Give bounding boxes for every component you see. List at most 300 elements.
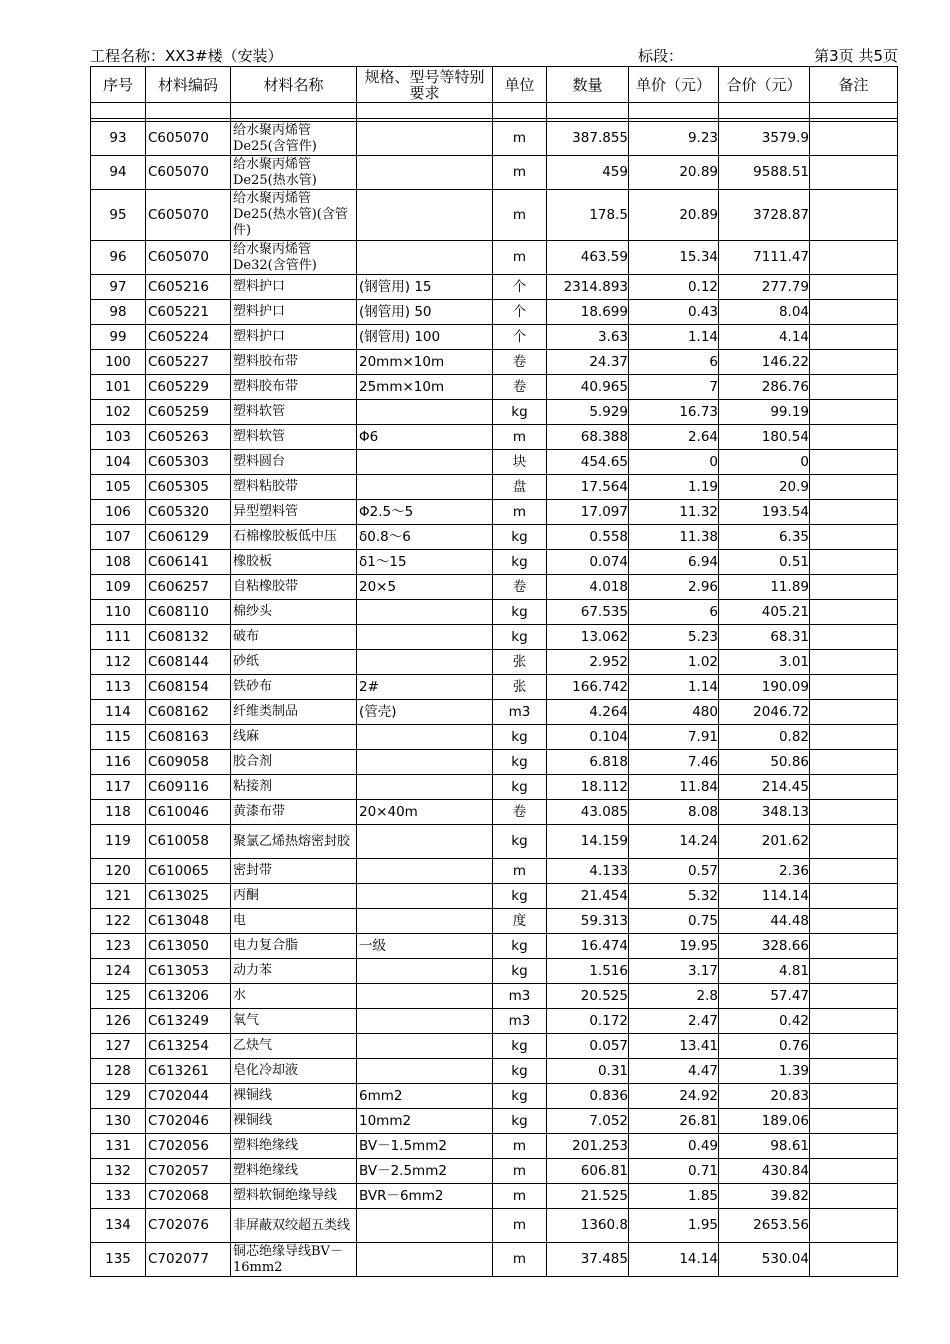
material-spec: (钢管用) 15 bbox=[357, 275, 493, 300]
material-code: C608110 bbox=[146, 600, 231, 625]
row-number: 107 bbox=[91, 525, 146, 550]
material-unit: m bbox=[493, 190, 547, 241]
material-spec bbox=[357, 1009, 493, 1034]
table-row bbox=[91, 375, 898, 400]
unit-price: 26.81 bbox=[629, 1109, 719, 1134]
total-price: 57.47 bbox=[719, 984, 810, 1009]
material-spec bbox=[357, 650, 493, 675]
total-price: 190.09 bbox=[719, 675, 810, 700]
material-unit: 个 bbox=[493, 275, 547, 300]
material-name: 塑料软铜绝缘导线 bbox=[231, 1184, 357, 1209]
total-price: 0.51 bbox=[719, 550, 810, 575]
material-code: C613053 bbox=[146, 959, 231, 984]
unit-price: 19.95 bbox=[629, 934, 719, 959]
table-row bbox=[91, 1134, 898, 1159]
row-number: 98 bbox=[91, 300, 146, 325]
material-name: 塑料护口 bbox=[231, 275, 357, 300]
material-code: C605229 bbox=[146, 375, 231, 400]
total-price: 3.01 bbox=[719, 650, 810, 675]
unit-price: 9.23 bbox=[629, 122, 719, 156]
material-unit: m bbox=[493, 1243, 547, 1277]
material-spec bbox=[357, 475, 493, 500]
material-name: 乙炔气 bbox=[231, 1034, 357, 1059]
project-name: 工程名称：XX3#楼（安装） bbox=[90, 47, 283, 65]
table-row bbox=[91, 934, 898, 959]
material-code: C702044 bbox=[146, 1084, 231, 1109]
row-number: 119 bbox=[91, 825, 146, 859]
material-name: 胶合剂 bbox=[231, 750, 357, 775]
material-spec bbox=[357, 122, 493, 156]
material-spec bbox=[357, 1243, 493, 1277]
material-code: C613048 bbox=[146, 909, 231, 934]
row-number: 123 bbox=[91, 934, 146, 959]
material-name: 聚氯乙烯热熔密封胶 bbox=[231, 825, 357, 859]
total-price: 348.13 bbox=[719, 800, 810, 825]
material-code: C702068 bbox=[146, 1184, 231, 1209]
material-code: C613249 bbox=[146, 1009, 231, 1034]
row-number: 106 bbox=[91, 500, 146, 525]
remark bbox=[810, 859, 898, 884]
material-spec bbox=[357, 1059, 493, 1084]
table-row bbox=[91, 500, 898, 525]
row-number: 126 bbox=[91, 1009, 146, 1034]
material-name: 塑料护口 bbox=[231, 300, 357, 325]
material-unit: 卷 bbox=[493, 575, 547, 600]
unit-price: 2.96 bbox=[629, 575, 719, 600]
material-name: 破布 bbox=[231, 625, 357, 650]
total-price: 98.61 bbox=[719, 1134, 810, 1159]
material-code: C606257 bbox=[146, 575, 231, 600]
material-spec bbox=[357, 241, 493, 275]
material-code: C613206 bbox=[146, 984, 231, 1009]
material-code: C702056 bbox=[146, 1134, 231, 1159]
row-number: 120 bbox=[91, 859, 146, 884]
remark bbox=[810, 500, 898, 525]
quantity: 40.965 bbox=[547, 375, 629, 400]
material-spec bbox=[357, 984, 493, 1009]
material-name: 线麻 bbox=[231, 725, 357, 750]
unit-price: 6 bbox=[629, 350, 719, 375]
material-unit: m bbox=[493, 1184, 547, 1209]
material-unit: 盘 bbox=[493, 475, 547, 500]
material-unit: kg bbox=[493, 725, 547, 750]
material-name: 铁砂布 bbox=[231, 675, 357, 700]
table-row bbox=[91, 241, 898, 275]
unit-price: 0.43 bbox=[629, 300, 719, 325]
total-price: 50.86 bbox=[719, 750, 810, 775]
col-header-name: 材料名称 bbox=[231, 67, 357, 103]
remark bbox=[810, 675, 898, 700]
col-header-unit: 单位 bbox=[493, 67, 547, 103]
remark bbox=[810, 241, 898, 275]
material-spec bbox=[357, 400, 493, 425]
row-number: 108 bbox=[91, 550, 146, 575]
material-name: 给水聚丙烯管De25(热水管) bbox=[231, 156, 357, 190]
material-unit: m bbox=[493, 500, 547, 525]
quantity: 606.81 bbox=[547, 1159, 629, 1184]
material-spec: 2# bbox=[357, 675, 493, 700]
unit-price: 480 bbox=[629, 700, 719, 725]
col-header-price: 单价（元） bbox=[629, 67, 719, 103]
remark bbox=[810, 575, 898, 600]
row-number: 101 bbox=[91, 375, 146, 400]
table-row bbox=[91, 600, 898, 625]
total-price: 39.82 bbox=[719, 1184, 810, 1209]
row-number: 110 bbox=[91, 600, 146, 625]
table-body bbox=[91, 103, 898, 1277]
material-spec bbox=[357, 156, 493, 190]
table-row bbox=[91, 1243, 898, 1277]
row-number: 102 bbox=[91, 400, 146, 425]
remark bbox=[810, 1084, 898, 1109]
quantity: 18.112 bbox=[547, 775, 629, 800]
material-code: C608132 bbox=[146, 625, 231, 650]
material-spec bbox=[357, 1209, 493, 1243]
material-unit: m bbox=[493, 1209, 547, 1243]
material-unit: kg bbox=[493, 1084, 547, 1109]
material-name: 塑料软管 bbox=[231, 425, 357, 450]
material-name: 给水聚丙烯管De25(热水管)(含管件) bbox=[231, 190, 357, 241]
table-row bbox=[91, 325, 898, 350]
remark bbox=[810, 550, 898, 575]
quantity: 0.836 bbox=[547, 1084, 629, 1109]
remark bbox=[810, 450, 898, 475]
material-unit: kg bbox=[493, 525, 547, 550]
total-price: 1.39 bbox=[719, 1059, 810, 1084]
total-price: 193.54 bbox=[719, 500, 810, 525]
table-row bbox=[91, 122, 898, 156]
material-unit: 卷 bbox=[493, 375, 547, 400]
material-unit: kg bbox=[493, 825, 547, 859]
table-row bbox=[91, 800, 898, 825]
material-code: C605070 bbox=[146, 241, 231, 275]
table-row bbox=[91, 700, 898, 725]
material-spec bbox=[357, 825, 493, 859]
quantity: 21.525 bbox=[547, 1184, 629, 1209]
remark bbox=[810, 884, 898, 909]
material-spec: δ1～15 bbox=[357, 550, 493, 575]
material-spec: 25mm×10m bbox=[357, 375, 493, 400]
table-row bbox=[91, 575, 898, 600]
material-spec bbox=[357, 450, 493, 475]
material-name: 丙酮 bbox=[231, 884, 357, 909]
material-name: 电力复合脂 bbox=[231, 934, 357, 959]
material-spec: BV－1.5mm2 bbox=[357, 1134, 493, 1159]
remark bbox=[810, 1159, 898, 1184]
material-name: 黄漆布带 bbox=[231, 800, 357, 825]
unit-price: 0.49 bbox=[629, 1134, 719, 1159]
unit-price: 5.32 bbox=[629, 884, 719, 909]
row-number: 122 bbox=[91, 909, 146, 934]
table-row bbox=[91, 275, 898, 300]
material-code: C702076 bbox=[146, 1209, 231, 1243]
material-name: 塑料胶布带 bbox=[231, 375, 357, 400]
unit-price: 16.73 bbox=[629, 400, 719, 425]
remark bbox=[810, 775, 898, 800]
quantity: 0.057 bbox=[547, 1034, 629, 1059]
remark bbox=[810, 475, 898, 500]
table-row bbox=[91, 725, 898, 750]
col-header-no: 序号 bbox=[91, 67, 146, 103]
remark bbox=[810, 156, 898, 190]
table-row bbox=[91, 1184, 898, 1209]
row-number: 115 bbox=[91, 725, 146, 750]
material-code: C605216 bbox=[146, 275, 231, 300]
table-row bbox=[91, 675, 898, 700]
remark bbox=[810, 650, 898, 675]
material-code: C608162 bbox=[146, 700, 231, 725]
total-price: 7111.47 bbox=[719, 241, 810, 275]
remark bbox=[810, 1184, 898, 1209]
table-row bbox=[91, 525, 898, 550]
quantity: 18.699 bbox=[547, 300, 629, 325]
material-code: C608144 bbox=[146, 650, 231, 675]
row-number: 103 bbox=[91, 425, 146, 450]
row-number: 95 bbox=[91, 190, 146, 241]
material-name: 砂纸 bbox=[231, 650, 357, 675]
unit-price: 6.94 bbox=[629, 550, 719, 575]
remark bbox=[810, 959, 898, 984]
unit-price: 2.47 bbox=[629, 1009, 719, 1034]
material-code: C605305 bbox=[146, 475, 231, 500]
remark bbox=[810, 1009, 898, 1034]
material-spec bbox=[357, 884, 493, 909]
col-header-spec: 规格、型号等特别要求 bbox=[357, 67, 493, 103]
quantity: 3.63 bbox=[547, 325, 629, 350]
table-row bbox=[91, 625, 898, 650]
material-name: 非屏蔽双绞超五类线 bbox=[231, 1209, 357, 1243]
material-unit: kg bbox=[493, 1034, 547, 1059]
quantity: 166.742 bbox=[547, 675, 629, 700]
material-name: 裸铜线 bbox=[231, 1109, 357, 1134]
material-name: 橡胶板 bbox=[231, 550, 357, 575]
remark bbox=[810, 275, 898, 300]
remark bbox=[810, 1243, 898, 1277]
total-price: 68.31 bbox=[719, 625, 810, 650]
total-price: 2653.56 bbox=[719, 1209, 810, 1243]
table-row bbox=[91, 984, 898, 1009]
table-row bbox=[91, 1009, 898, 1034]
total-price: 0.76 bbox=[719, 1034, 810, 1059]
unit-price: 15.34 bbox=[629, 241, 719, 275]
unit-price: 0.75 bbox=[629, 909, 719, 934]
unit-price: 0.57 bbox=[629, 859, 719, 884]
material-code: C605070 bbox=[146, 122, 231, 156]
material-code: C606129 bbox=[146, 525, 231, 550]
remark bbox=[810, 725, 898, 750]
table-row bbox=[91, 1059, 898, 1084]
col-header-qty: 数量 bbox=[547, 67, 629, 103]
material-unit: m3 bbox=[493, 1009, 547, 1034]
total-price: 530.04 bbox=[719, 1243, 810, 1277]
quantity: 67.535 bbox=[547, 600, 629, 625]
unit-price: 6 bbox=[629, 600, 719, 625]
total-price: 20.9 bbox=[719, 475, 810, 500]
quantity: 0.104 bbox=[547, 725, 629, 750]
total-price: 0.42 bbox=[719, 1009, 810, 1034]
row-number: 111 bbox=[91, 625, 146, 650]
material-name: 塑料软管 bbox=[231, 400, 357, 425]
remark bbox=[810, 934, 898, 959]
material-spec: 10mm2 bbox=[357, 1109, 493, 1134]
unit-price: 2.64 bbox=[629, 425, 719, 450]
col-header-total: 合价（元） bbox=[719, 67, 810, 103]
total-price: 180.54 bbox=[719, 425, 810, 450]
material-unit: m bbox=[493, 859, 547, 884]
remark bbox=[810, 909, 898, 934]
material-unit: kg bbox=[493, 934, 547, 959]
material-code: C605224 bbox=[146, 325, 231, 350]
material-spec: δ0.8～6 bbox=[357, 525, 493, 550]
quantity: 459 bbox=[547, 156, 629, 190]
quantity: 2.952 bbox=[547, 650, 629, 675]
unit-price: 1.85 bbox=[629, 1184, 719, 1209]
material-unit: m bbox=[493, 156, 547, 190]
material-spec bbox=[357, 859, 493, 884]
table-row bbox=[91, 425, 898, 450]
material-unit: 卷 bbox=[493, 800, 547, 825]
unit-price: 14.24 bbox=[629, 825, 719, 859]
remark bbox=[810, 1209, 898, 1243]
col-header-code: 材料编码 bbox=[146, 67, 231, 103]
row-number: 105 bbox=[91, 475, 146, 500]
material-name: 给水聚丙烯管De32(含管件) bbox=[231, 241, 357, 275]
quantity: 5.929 bbox=[547, 400, 629, 425]
row-number: 130 bbox=[91, 1109, 146, 1134]
quantity: 0.074 bbox=[547, 550, 629, 575]
material-name: 纤维类制品 bbox=[231, 700, 357, 725]
quantity: 4.264 bbox=[547, 700, 629, 725]
quantity: 178.5 bbox=[547, 190, 629, 241]
material-name: 皂化冷却液 bbox=[231, 1059, 357, 1084]
material-unit: m bbox=[493, 425, 547, 450]
table-row bbox=[91, 959, 898, 984]
unit-price: 11.38 bbox=[629, 525, 719, 550]
row-number: 118 bbox=[91, 800, 146, 825]
remark bbox=[810, 350, 898, 375]
material-name: 氧气 bbox=[231, 1009, 357, 1034]
material-code: C610058 bbox=[146, 825, 231, 859]
remark bbox=[810, 400, 898, 425]
material-name: 密封带 bbox=[231, 859, 357, 884]
material-code: C609116 bbox=[146, 775, 231, 800]
material-spec: 20×5 bbox=[357, 575, 493, 600]
quantity: 454.65 bbox=[547, 450, 629, 475]
total-price: 286.76 bbox=[719, 375, 810, 400]
unit-price: 24.92 bbox=[629, 1084, 719, 1109]
remark bbox=[810, 1109, 898, 1134]
material-spec: BVR－6mm2 bbox=[357, 1184, 493, 1209]
table-row bbox=[91, 775, 898, 800]
total-price: 189.06 bbox=[719, 1109, 810, 1134]
quantity: 68.388 bbox=[547, 425, 629, 450]
total-price: 146.22 bbox=[719, 350, 810, 375]
remark bbox=[810, 300, 898, 325]
total-price: 4.14 bbox=[719, 325, 810, 350]
total-price: 405.21 bbox=[719, 600, 810, 625]
row-number: 124 bbox=[91, 959, 146, 984]
material-spec bbox=[357, 600, 493, 625]
row-number: 97 bbox=[91, 275, 146, 300]
remark bbox=[810, 984, 898, 1009]
quantity: 13.062 bbox=[547, 625, 629, 650]
table-row bbox=[91, 190, 898, 241]
material-unit: kg bbox=[493, 400, 547, 425]
total-price: 328.66 bbox=[719, 934, 810, 959]
total-price: 44.48 bbox=[719, 909, 810, 934]
material-code: C605070 bbox=[146, 190, 231, 241]
table-row bbox=[91, 1034, 898, 1059]
total-price: 99.19 bbox=[719, 400, 810, 425]
unit-price: 20.89 bbox=[629, 156, 719, 190]
material-unit: 度 bbox=[493, 909, 547, 934]
unit-price: 20.89 bbox=[629, 190, 719, 241]
quantity: 16.474 bbox=[547, 934, 629, 959]
remark bbox=[810, 700, 898, 725]
material-unit: kg bbox=[493, 775, 547, 800]
quantity: 1.516 bbox=[547, 959, 629, 984]
material-code: C613254 bbox=[146, 1034, 231, 1059]
row-number: 94 bbox=[91, 156, 146, 190]
page-number: 第3页 共5页 bbox=[814, 47, 898, 65]
materials-table bbox=[90, 66, 898, 1277]
material-name: 塑料护口 bbox=[231, 325, 357, 350]
material-code: C609058 bbox=[146, 750, 231, 775]
remark bbox=[810, 190, 898, 241]
material-name: 给水聚丙烯管De25(含管件) bbox=[231, 122, 357, 156]
row-number: 121 bbox=[91, 884, 146, 909]
row-number: 129 bbox=[91, 1084, 146, 1109]
total-price: 2046.72 bbox=[719, 700, 810, 725]
material-unit: kg bbox=[493, 1109, 547, 1134]
remark bbox=[810, 800, 898, 825]
total-price: 20.83 bbox=[719, 1084, 810, 1109]
material-unit: 个 bbox=[493, 300, 547, 325]
material-code: C702057 bbox=[146, 1159, 231, 1184]
unit-price: 1.19 bbox=[629, 475, 719, 500]
material-name: 水 bbox=[231, 984, 357, 1009]
material-code: C702046 bbox=[146, 1109, 231, 1134]
unit-price: 8.08 bbox=[629, 800, 719, 825]
remark bbox=[810, 1059, 898, 1084]
material-unit: 块 bbox=[493, 450, 547, 475]
material-unit: m bbox=[493, 1134, 547, 1159]
total-price: 9588.51 bbox=[719, 156, 810, 190]
material-spec: Φ6 bbox=[357, 425, 493, 450]
unit-price: 13.41 bbox=[629, 1034, 719, 1059]
quantity: 7.052 bbox=[547, 1109, 629, 1134]
material-unit: kg bbox=[493, 550, 547, 575]
material-name: 塑料绝缘线 bbox=[231, 1134, 357, 1159]
table-row bbox=[91, 750, 898, 775]
material-spec: 一级 bbox=[357, 934, 493, 959]
table-row bbox=[91, 650, 898, 675]
table-row bbox=[91, 550, 898, 575]
table-row bbox=[91, 156, 898, 190]
unit-price: 7 bbox=[629, 375, 719, 400]
material-unit: m3 bbox=[493, 700, 547, 725]
unit-price: 14.14 bbox=[629, 1243, 719, 1277]
material-code: C605221 bbox=[146, 300, 231, 325]
unit-price: 11.32 bbox=[629, 500, 719, 525]
unit-price: 7.46 bbox=[629, 750, 719, 775]
material-spec: 6mm2 bbox=[357, 1084, 493, 1109]
table-header-row bbox=[91, 67, 898, 103]
material-unit: m3 bbox=[493, 984, 547, 1009]
material-code: C605303 bbox=[146, 450, 231, 475]
unit-price: 5.23 bbox=[629, 625, 719, 650]
unit-price: 0.12 bbox=[629, 275, 719, 300]
